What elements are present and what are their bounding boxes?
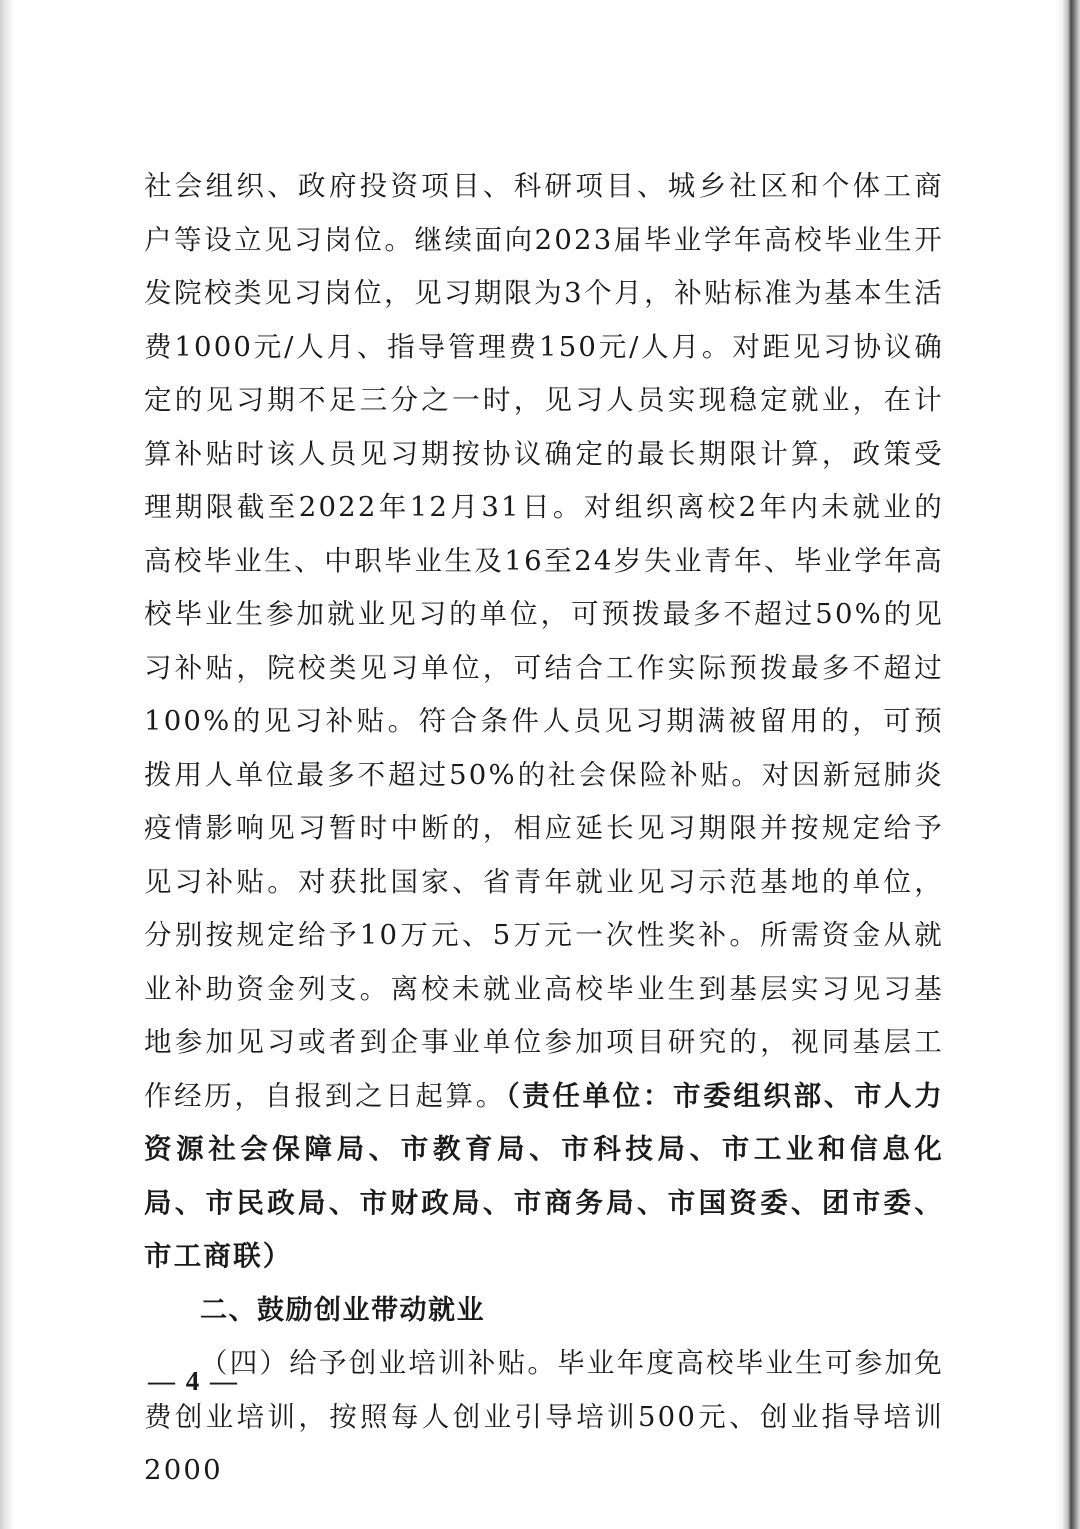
- document-body: [144, 160, 944, 1498]
- section-heading: 二、鼓励创业带动就业: [200, 1294, 485, 1326]
- paragraph-1-main: 社会组织、政府投资项目、科研项目、城乡社区和个体工商户等设立见习岗位。继续面向2023届毕业学年高校毕业生开发院校类见习岗位，见习期限为3个月，补贴标准为基本生活费1000元/人月、指导管理费150元/人月。对距见习协议确定的见习期不足三分之一时，见习人员实现稳定就业，在计算补贴时该人员见习期按协议确定的最长期限计算，政策受理期限截至2022年12月31日。对组织离校2年内未就业的高校毕业生、中职毕业生及16至24岁失业青年、毕业学年高校毕业生参加就业见习的单位，可预拨最多不超过50%的见习补贴，院校类见习单位，可结合工作实际预拨最多不超过100%的见习补贴。符合条件人员见习期满被留用的，可预拨用人单位最多不超过50%的社会保险补贴。对因新冠肺炎疫情影响见习暂时中断的，相应延长见习期限并按规定给予见习补贴。对获批国家、省青年就业见习示范基地的单位，分别按规定给予10万元、5万元一次性奖补。所需资金从就业补助资金列支。离校未就业高校毕业生到基层实习见习基地参加见习或者到企事业单位参加项目研究的，视同基层工作经历，自报到之日起算。: [144, 170, 944, 1112]
- body-paragraph-1: [144, 160, 944, 1284]
- page-number: — 4 —: [148, 1366, 239, 1396]
- body-paragraph-2: （四）给予创业培训补贴。毕业年度高校毕业生可参加免费创业培训，按照每人创业引导培训500元、创业指导培训2000: [144, 1347, 944, 1486]
- responsibility-units: （责任单位：市委组织部、市人力资源社会保障局、市教育局、市科技局、市工业和信息化局、市民政局、市财政局、市商务局、市国资委、团市委、市工商联）: [144, 1079, 945, 1272]
